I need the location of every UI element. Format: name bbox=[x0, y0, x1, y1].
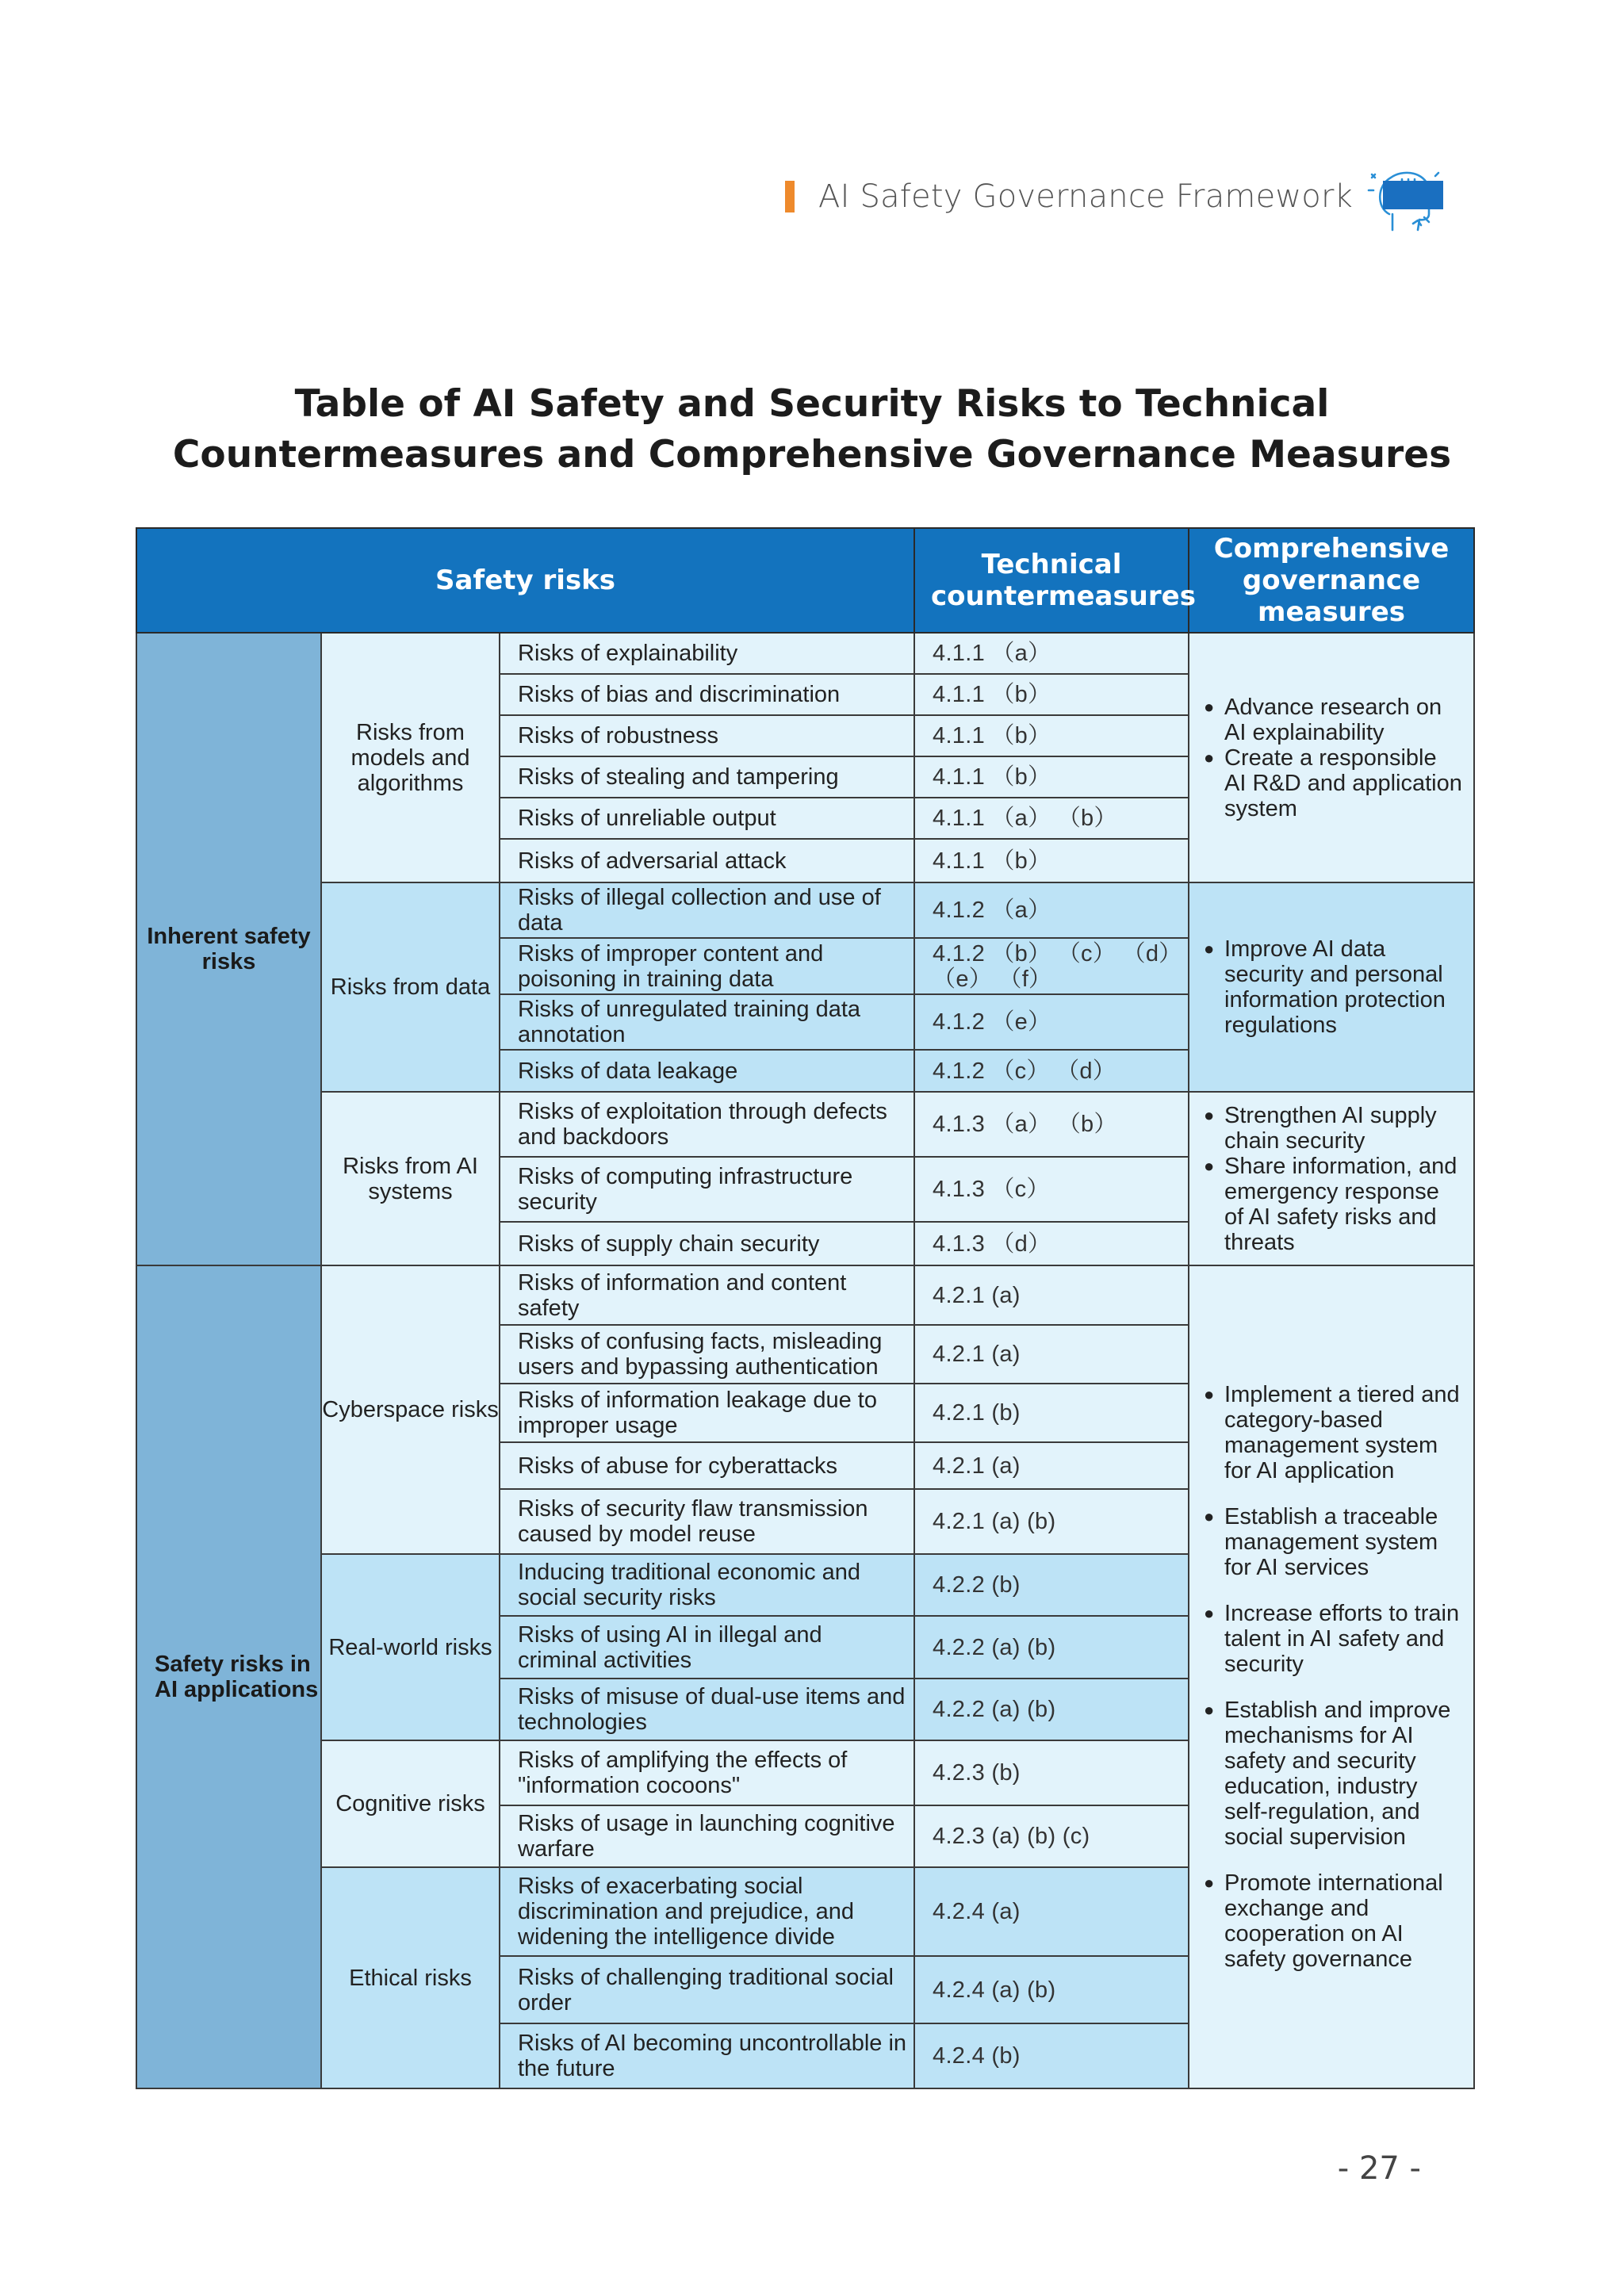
group-data: Risks from data bbox=[321, 882, 500, 1092]
risk-cell: Risks of using AI in illegal and criminal activities bbox=[500, 1616, 914, 1679]
risk-cell: Risks of exacerbating social discrimination and prejudice, and widening the intelligence divide bbox=[500, 1867, 914, 1956]
tech-cell: 4.2.1 (a) bbox=[914, 1265, 1189, 1325]
risk-cell: Risks of computing infrastructure security bbox=[500, 1157, 914, 1222]
group-ethical: Ethical risks bbox=[321, 1867, 500, 2088]
header-safety-risks: Safety risks bbox=[136, 528, 914, 633]
tech-cell: 4.1.3 （d） bbox=[914, 1222, 1189, 1265]
risk-cell: Risks of unregulated training data annotation bbox=[500, 994, 914, 1050]
header-row bbox=[136, 528, 1474, 633]
tech-cell: 4.2.3 (b) bbox=[914, 1740, 1189, 1805]
risk-cell: Risks of challenging traditional social order bbox=[500, 1956, 914, 2023]
table-title-line1: Table of AI Safety and Security Risks to Technical bbox=[294, 382, 1330, 426]
measure-item: ● Promote international exchange and cooperation on AI safety governance bbox=[1204, 1870, 1462, 1972]
measure-item: ● Implement a tiered and category-based management system for AI application bbox=[1204, 1382, 1462, 1483]
table-title-line2: Countermeasures and Comprehensive Governance Measures bbox=[172, 433, 1452, 477]
measure-item: ● Establish a traceable management system for AI services bbox=[1204, 1504, 1462, 1580]
risk-cell: Risks of misuse of dual-use items and technologies bbox=[500, 1679, 914, 1740]
risk-cell: Risks of improper content and poisoning in training data bbox=[500, 938, 914, 994]
risk-cell: Risks of adversarial attack bbox=[500, 839, 914, 882]
risk-cell: Risks of unreliable output bbox=[500, 798, 914, 839]
tech-cell: 4.1.2 （a） bbox=[914, 882, 1189, 938]
risk-cell: Risks of exploitation through defects and backdoors bbox=[500, 1092, 914, 1157]
table-row bbox=[136, 1092, 1474, 1157]
risk-table bbox=[136, 527, 1475, 2089]
tech-cell: 4.1.2 （b） （c） （d） （e） （f） bbox=[914, 938, 1189, 994]
tech-cell: 4.2.4 (a) (b) bbox=[914, 1956, 1189, 2023]
measures-applications bbox=[1189, 1265, 1474, 2088]
measure-item: ● Share information, and emergency response of AI safety risks and threats bbox=[1204, 1154, 1462, 1255]
tech-cell: 4.1.3 （a） （b） bbox=[914, 1092, 1189, 1157]
tech-cell: 4.1.1 （b） bbox=[914, 839, 1189, 882]
risk-cell: Risks of supply chain security bbox=[500, 1222, 914, 1265]
header-governance: Comprehensive governance measures bbox=[1189, 528, 1474, 633]
risk-cell: Risks of stealing and tampering bbox=[500, 756, 914, 798]
tech-cell: 4.1.1 （b） bbox=[914, 756, 1189, 798]
category-applications: Safety risks in AI applications bbox=[136, 1265, 321, 2088]
risk-cell: Risks of explainability bbox=[500, 633, 914, 674]
tech-cell: 4.2.1 (b) bbox=[914, 1384, 1189, 1442]
measures-models bbox=[1189, 633, 1474, 882]
tech-cell: 4.2.4 (a) bbox=[914, 1867, 1189, 1956]
table-row bbox=[136, 882, 1474, 938]
tech-cell: 4.2.1 (a) bbox=[914, 1442, 1189, 1489]
risk-cell: Risks of information and content safety bbox=[500, 1265, 914, 1325]
tech-cell: 4.2.2 (a) (b) bbox=[914, 1679, 1189, 1740]
table-row bbox=[136, 1265, 1474, 1325]
risk-cell: Risks of robustness bbox=[500, 715, 914, 756]
tech-cell: 4.2.2 (b) bbox=[914, 1554, 1189, 1616]
risk-cell: Risks of bias and discrimination bbox=[500, 674, 914, 715]
tech-cell: 4.1.1 （b） bbox=[914, 674, 1189, 715]
tech-cell: 4.1.1 （a） （b） bbox=[914, 798, 1189, 839]
running-header bbox=[785, 173, 1448, 220]
group-cognitive: Cognitive risks bbox=[321, 1740, 500, 1867]
measure-item: ● Improve AI data security and personal information protection regulations bbox=[1204, 936, 1462, 1038]
measures-data bbox=[1189, 882, 1474, 1092]
tech-cell: 4.2.3 (a) (b) (c) bbox=[914, 1805, 1189, 1867]
group-systems: Risks from AI systems bbox=[321, 1092, 500, 1265]
measure-item: ● Strengthen AI supply chain security bbox=[1204, 1103, 1462, 1154]
tech-cell: 4.2.1 (a) (b) bbox=[914, 1489, 1189, 1554]
measure-item: ● Establish and improve mechanisms for AI safety and security education, industry self-regulation, and social supervision bbox=[1204, 1698, 1462, 1850]
measure-item: ● Advance research on AI explainability bbox=[1204, 695, 1462, 745]
tech-cell: 4.1.3 （c） bbox=[914, 1157, 1189, 1222]
table-title bbox=[0, 379, 1624, 480]
header-accent-bar bbox=[785, 181, 795, 212]
tech-cell: 4.1.2 （c） （d） bbox=[914, 1050, 1189, 1092]
measure-item: ● Increase efforts to train talent in AI safety and security bbox=[1204, 1601, 1462, 1677]
tech-cell: 4.2.2 (a) (b) bbox=[914, 1616, 1189, 1679]
group-real-world: Real-world risks bbox=[321, 1554, 500, 1740]
page-number: - 27 - bbox=[1337, 2150, 1421, 2187]
category-inherent: Inherent safety risks bbox=[136, 633, 321, 1265]
risk-cell: Risks of amplifying the effects of "information cocoons" bbox=[500, 1740, 914, 1805]
risk-cell: Risks of information leakage due to improper usage bbox=[500, 1384, 914, 1442]
tech-cell: 4.1.1 （b） bbox=[914, 715, 1189, 756]
header-title: AI Safety Governance Framework bbox=[818, 178, 1353, 215]
risk-cell: Inducing traditional economic and social security risks bbox=[500, 1554, 914, 1616]
group-models: Risks from models and algorithms bbox=[321, 633, 500, 882]
table-row bbox=[136, 633, 1474, 674]
tech-cell: 4.2.4 (b) bbox=[914, 2023, 1189, 2088]
risk-cell: Risks of illegal collection and use of data bbox=[500, 882, 914, 938]
risk-cell: Risks of confusing facts, misleading users and bypassing authentication bbox=[500, 1325, 914, 1384]
risk-cell: Risks of security flaw transmission caused by model reuse bbox=[500, 1489, 914, 1554]
group-cyberspace: Cyberspace risks bbox=[321, 1265, 500, 1554]
tech-cell: 4.1.1 （a） bbox=[914, 633, 1189, 674]
measures-systems bbox=[1189, 1092, 1474, 1265]
header-technical: Technical countermeasures bbox=[914, 528, 1189, 633]
measure-item: ● Create a responsible AI R&D and application system bbox=[1204, 745, 1462, 821]
header-blue-block bbox=[1383, 181, 1443, 209]
risk-cell: Risks of AI becoming uncontrollable in the future bbox=[500, 2023, 914, 2088]
risk-cell: Risks of data leakage bbox=[500, 1050, 914, 1092]
risk-cell: Risks of abuse for cyberattacks bbox=[500, 1442, 914, 1489]
tech-cell: 4.1.2 （e） bbox=[914, 994, 1189, 1050]
risk-cell: Risks of usage in launching cognitive warfare bbox=[500, 1805, 914, 1867]
tech-cell: 4.2.1 (a) bbox=[914, 1325, 1189, 1384]
